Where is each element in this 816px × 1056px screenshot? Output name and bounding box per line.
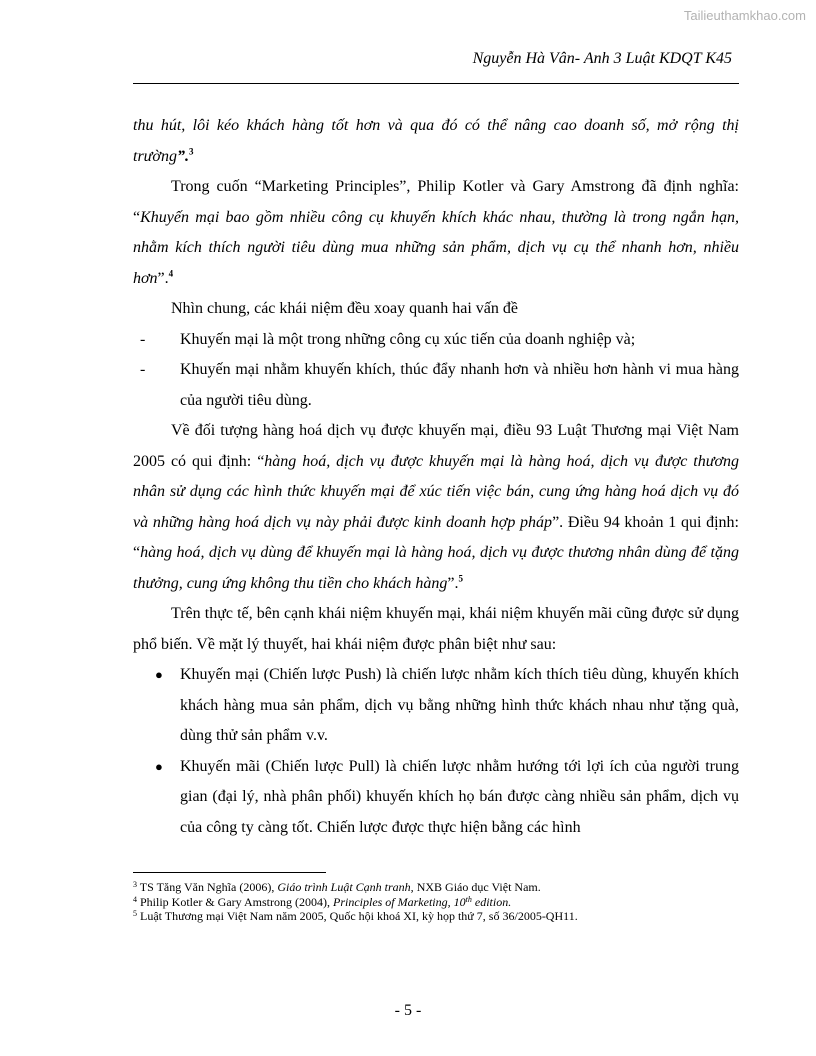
footnote-ref-4: 4 — [168, 268, 174, 279]
paragraph-2-close: ”. — [157, 269, 169, 287]
footnotes — [133, 880, 739, 924]
list-item — [133, 660, 739, 752]
paragraph-2-lead: Trong cuốn “Marketing Principles”, Philip Kotler và Gary Amstrong đã định nghĩa: “ — [133, 178, 739, 226]
page-number: - 5 - — [394, 1002, 422, 1019]
dash-list — [133, 325, 739, 417]
footnote-4 — [133, 895, 739, 910]
footnote-number: 5 — [133, 909, 137, 918]
document-body — [133, 111, 739, 843]
footnote-ref-5: 5 — [458, 573, 463, 584]
paragraph-4-mid: ”. Điều 94 khoản 1 qui định: “ — [133, 513, 739, 561]
paragraph-1-italic: thu hút, lôi kéo khách hàng tốt hơn và qua đó có thể nâng cao doanh số, mở rộng thị trường — [133, 117, 739, 165]
running-header: Nguyễn Hà Vân- Anh 3 Luật KDQT K45 — [472, 50, 732, 67]
paragraph-5: Trên thực tế, bên cạnh khái niệm khuyến mại, khái niệm khuyến mãi cũng được sử dụng phổ biến. Về mặt lý thuyết, hai khái niệm được phân biệt như sau: — [133, 605, 739, 653]
header-divider — [133, 83, 739, 84]
list-item — [133, 325, 739, 356]
list-item — [133, 752, 739, 844]
paragraph-4-close: ”. — [447, 574, 459, 592]
footnote-ordinal: th — [465, 894, 472, 904]
paragraph-4-quote-1: hàng hoá, dịch vụ được khuyến mại là hàng hoá, dịch vụ được thương nhân sử dụng các hình thức khuyến mại để xúc tiến việc bán, cung ứng hàng hoá dịch vụ đó và những hàng hoá dịch vụ này phải được kinh doanh hợp pháp — [133, 452, 739, 531]
bullet-item-text: Khuyến mãi (Chiến lược Pull) là chiến lược nhằm hướng tới lợi ích của người trung gian (đại lý, nhà phân phối) khuyến khích họ bán được càng nhiều sản phẩm, dịch vụ của công ty càng tốt. Chiến lược được thực hiện bằng các hình — [180, 757, 739, 836]
footnote-title: edition. — [471, 894, 512, 909]
footnote-title: Principles of Marketing, 10 — [332, 894, 466, 909]
footnote-3 — [133, 880, 739, 895]
paragraph-4-lead: Về đối tượng hàng hoá dịch vụ được khuyến mại, điều 93 Luật Thương mại Việt Nam 2005 có qui định: “ — [133, 422, 739, 470]
bullet-icon: ● — [155, 758, 163, 774]
paragraph-2-quote: Khuyến mại bao gồm nhiều công cụ khuyến khích khác nhau, thường là trong ngắn hạn, nhằm kích thích người tiêu dùng mua những sản phẩm, dịch vụ cụ thể nhanh hơn, nhiều hơn — [133, 208, 739, 287]
footnote-text: NXB Giáo dục Việt Nam. — [413, 880, 541, 894]
dash-item-text: Khuyến mại nhằm khuyến khích, thúc đẩy nhanh hơn và nhiều hơn hành vi mua hàng của người tiêu dùng. — [180, 361, 739, 409]
paragraph-3: Nhìn chung, các khái niệm đều xoay quanh hai vấn đề — [171, 300, 518, 317]
footnote-5 — [133, 909, 739, 924]
list-item — [133, 355, 739, 416]
footnote-text: Luật Thương mại Việt Nam năm 2005, Quốc hội khoá XI, kỳ họp thứ 7, số 36/2005-QH11. — [137, 909, 578, 923]
footnote-number: 3 — [133, 880, 137, 889]
footnote-ref-3: 3 — [188, 146, 194, 157]
dash-marker: - — [140, 361, 146, 378]
footnote-divider — [133, 872, 326, 873]
footnote-text: TS Tăng Văn Nghĩa (2006), — [137, 880, 278, 894]
bullet-icon: ● — [155, 667, 163, 682]
bullet-list — [133, 660, 739, 843]
footnote-number: 4 — [133, 894, 137, 904]
watermark: Tailieuthamkhao.com — [683, 8, 806, 23]
paragraph-1 — [133, 111, 739, 172]
paragraph-4 — [133, 416, 739, 599]
paragraph-2 — [133, 172, 739, 294]
paragraph-1-close-quote: ”. — [176, 147, 189, 165]
footnote-title: Giáo trình Luật Cạnh tranh, — [277, 880, 414, 894]
dash-item-text: Khuyến mại là một trong những công cụ xúc tiến của doanh nghiệp và; — [180, 330, 636, 348]
bullet-item-text: Khuyến mại (Chiến lược Push) là chiến lược nhằm kích thích tiêu dùng, khuyến khích khách hàng mua sản phẩm, dịch vụ bằng những hình thức khách nhau như tặng quà, dùng thử sản phẩm v.v. — [180, 666, 739, 744]
paragraph-4-quote-2: hàng hoá, dịch vụ dùng để khuyến mại là hàng hoá, dịch vụ được thương nhân dùng để tặng thưởng, cung ứng không thu tiền cho khách hàng — [133, 544, 739, 592]
footnote-text: Philip Kotler & Gary Amstrong (2004), — [137, 894, 333, 909]
dash-marker: - — [140, 330, 146, 348]
